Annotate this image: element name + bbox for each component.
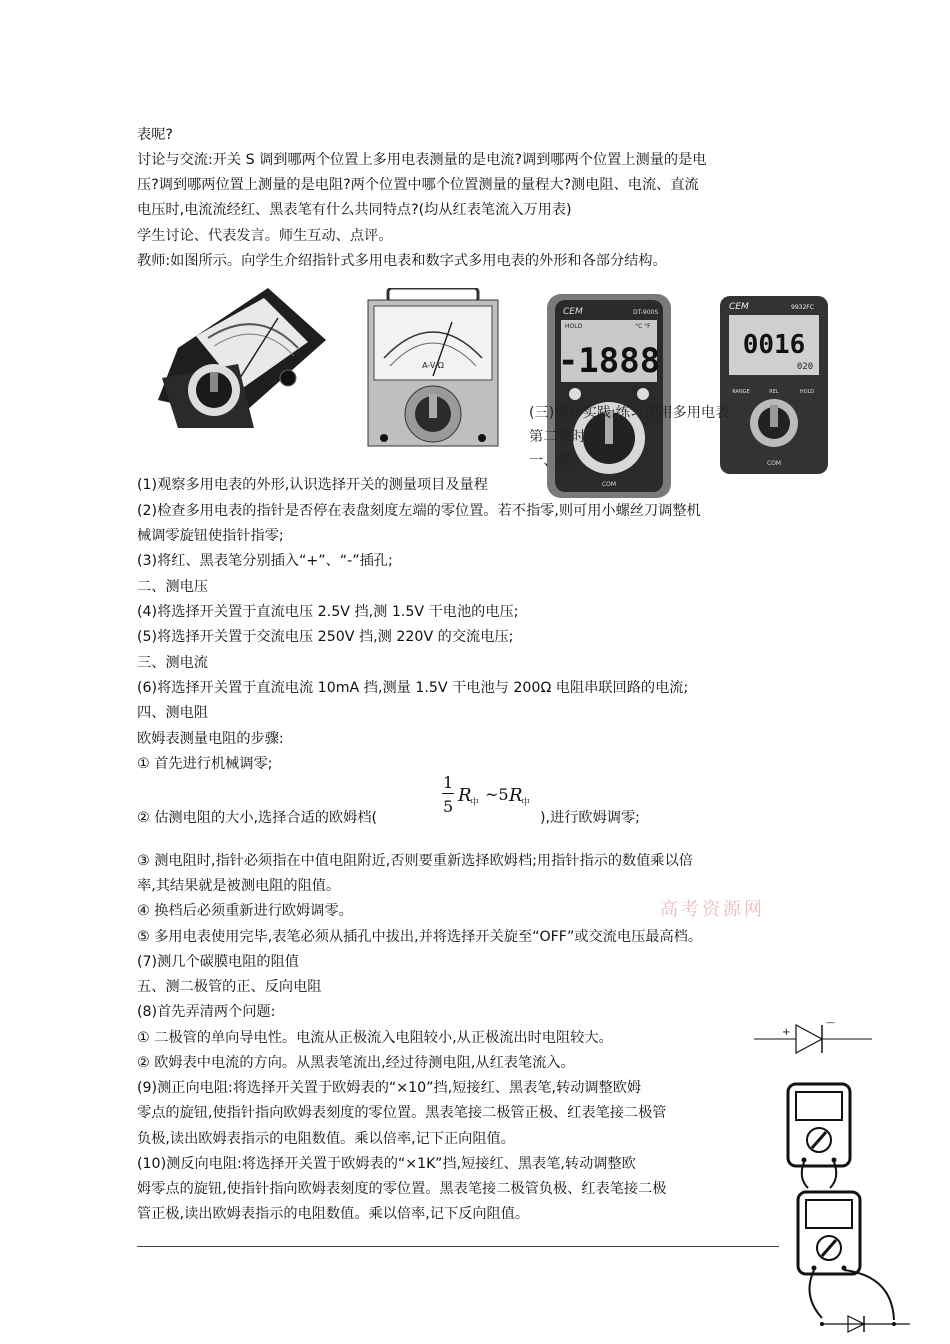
svg-text:DT-900S: DT-900S (633, 309, 659, 316)
svg-text:9932FC: 9932FC (791, 304, 814, 311)
text-line: (6)将选择开关置于直流电流 10mA 挡,测量 1.5V 干电池与 200Ω 电阻串联回路的电流; (137, 680, 689, 696)
svg-text:020: 020 (796, 362, 814, 372)
svg-text:HOLD: HOLD (799, 389, 815, 395)
overlap-text-line: 一、准 (529, 453, 572, 469)
svg-text:—: — (826, 1018, 835, 1028)
text-line: 械调零旋钮使指针指零; (137, 528, 284, 544)
text-line: (5)将选择开关置于交流电压 250V 挡,测 220V 的交流电压; (137, 629, 514, 645)
svg-text:A-V-Ω: A-V-Ω (422, 361, 444, 370)
overlap-text-line: (三)操作实践:练习使用多用电表 (529, 405, 730, 421)
text-line: (1)观察多用电表的外形,认识选择开关的测量项目及量程 (137, 477, 488, 493)
text-line: 欧姆表测量电阻的步骤: (137, 731, 284, 747)
svg-text:RANGE: RANGE (732, 389, 750, 395)
text-line: 管正极,读出欧姆表指示的电阻数值。乘以倍率,记下反向阻值。 (137, 1206, 530, 1222)
text-line: ② 欧姆表中电流的方向。从黑表笔流出,经过待测电阻,从红表笔流入。 (137, 1055, 575, 1071)
footer-divider (137, 1246, 779, 1247)
text-line: 率,其结果就是被测电阻的阻值。 (137, 878, 341, 894)
text-line: (9)测正向电阻:将选择开关置于欧姆表的“×10”挡,短接红、黑表笔,转动调整欧姆 (137, 1080, 642, 1096)
svg-text:0016: 0016 (742, 330, 806, 360)
text-line: 讨论与交流:开关 S 调到哪两个位置上多用电表测量的是电流?调到哪两个位置上测量的是电 (137, 152, 707, 168)
diode-symbol (752, 1015, 876, 1059)
text-line: 姆零点的旋钮,使指针指向欧姆表刻度的零位置。黑表笔接二极管负极、红表笔接二极 (137, 1181, 667, 1197)
text-line: (7)测几个碳膜电阻的阻值 (137, 954, 299, 970)
text-line: (10)测反向电阻:将选择开关置于欧姆表的“×1K”挡,短接红、黑表笔,转动调整欧 (137, 1156, 636, 1172)
text-line: ① 二极管的单向导电性。电流从正极流入电阻较小,从正极流出时电阻较大。 (137, 1030, 613, 1046)
text-line: (8)首先弄清两个问题: (137, 1004, 276, 1020)
text-line: ② 估测电阻的大小,选择合适的欧姆档( (137, 810, 378, 826)
svg-text:CEM: CEM (729, 302, 749, 312)
text-line: (3)将红、黑表笔分别插入“+”、“-”插孔; (137, 553, 393, 569)
svg-text:COM: COM (766, 460, 782, 467)
text-line: 表呢? (137, 127, 173, 143)
svg-text:REL: REL (769, 389, 779, 395)
svg-text:HOLD: HOLD (565, 323, 583, 330)
svg-text:CEM: CEM (563, 307, 583, 317)
text-line: (2)检查多用电表的指针是否停在表盘刻度左端的零位置。若不指零,则可用小螺丝刀调整机 (137, 503, 701, 519)
multimeter-sketch-forward (782, 1080, 858, 1190)
text-line: ③ 测电阻时,指针必须指在中值电阻附近,否则要重新选择欧姆档;用指针指示的数值乘以倍 (137, 853, 693, 869)
svg-text:°C °F: °C °F (635, 323, 651, 330)
text-line: 压?调到哪两位置上测量的是电阻?两个位置中哪个位置测量的量程大?测电阻、电流、直流 (137, 177, 699, 193)
analog-multimeter-photo-1 (148, 278, 330, 436)
watermark: 高考资源网 (660, 899, 765, 920)
text-line: (4)将选择开关置于直流电压 2.5V 挡,测 1.5V 干电池的电压; (137, 604, 519, 620)
section-heading: 三、测电流 (137, 655, 208, 671)
text-line: ),进行欧姆调零; (540, 810, 640, 826)
svg-text:+: + (782, 1027, 791, 1038)
text-line: 电压时,电流流经红、黑表笔有什么共同特点?(均从红表笔流入万用表) (137, 202, 572, 218)
svg-text:-1888: -1888 (557, 341, 661, 381)
digital-multimeter-photo-2 (719, 295, 829, 475)
text-line: ① 首先进行机械调零; (137, 756, 273, 772)
section-heading: 二、测电压 (137, 579, 208, 595)
overlap-text-line: 第二课时 (529, 429, 586, 445)
section-heading: 五、测二极管的正、反向电阻 (137, 979, 322, 995)
multimeter-sketch-reverse (782, 1186, 922, 1340)
section-heading: 四、测电阻 (137, 705, 208, 721)
text-line: 负极,读出欧姆表指示的电阻数值。乘以倍率,记下正向阻值。 (137, 1131, 515, 1147)
analog-multimeter-photo-2 (362, 288, 504, 448)
svg-text:COM: COM (601, 481, 617, 488)
text-line: ④ 换档后必须重新进行欧姆调零。 (137, 903, 353, 919)
text-line: ⑤ 多用电表使用完毕,表笔必须从插孔中拔出,并将选择开关旋至“OFF”或交流电压最高档。 (137, 929, 703, 945)
text-line: 学生讨论、代表发言。师生互动、点评。 (137, 228, 393, 244)
text-line: 零点的旋钮,使指针指向欧姆表刻度的零位置。黑表笔接二极管正极、红表笔接二极管 (137, 1105, 667, 1121)
text-line: 教师:如图所示。向学生介绍指针式多用电表和数字式多用电表的外形和各部分结构。 (137, 253, 667, 269)
